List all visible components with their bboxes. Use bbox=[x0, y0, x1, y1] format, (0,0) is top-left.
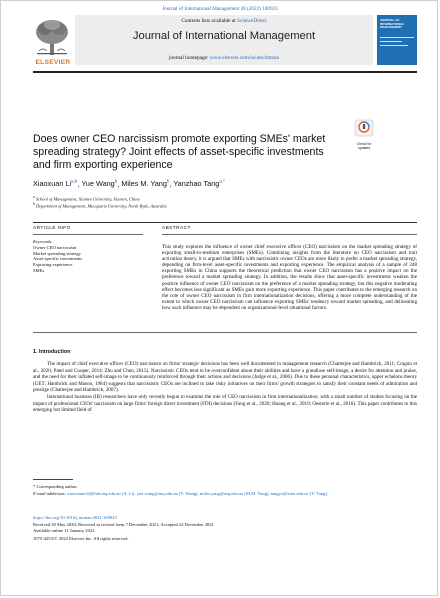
email-list[interactable]: xiaoxuan.li2@hdr.mq.edu.au (X. Li), yue.wang@mq.edu.au (Y. Wang), miles.yang@mq.edu.au (M.M. Yang), tangyz@xmu.edu.cn (Y. Tang). bbox=[67, 491, 329, 496]
keyword: Exporting experience bbox=[33, 262, 73, 268]
author-affiliation-mark[interactable]: a,* bbox=[219, 179, 225, 184]
sciencedirect-link[interactable]: ScienceDirect bbox=[236, 18, 267, 24]
journal-name: Journal of International Management bbox=[132, 30, 316, 42]
author-affiliation-mark[interactable]: b bbox=[166, 179, 170, 184]
author-name: Xiaoxuan Li bbox=[33, 179, 72, 189]
available-online-date: Available online 11 January 2022 bbox=[33, 528, 95, 533]
author-name: Yanzhao Tang bbox=[173, 179, 220, 189]
body-paragraph: International business (IB) researchers have only recently begun to examine the role of CEO narcissism in firm internationalization, with a small number of studies focusing on the impact of professional CEOs' narcissism on large firms' foreign direct investment (FDI) decisions (Fang et al., 2020; Huang et al., 2019; Oesterle et al., 2016). This paper contributes to this emerging but limited field of bbox=[33, 393, 417, 414]
elsevier-tree-logo bbox=[33, 17, 71, 57]
author[interactable] bbox=[81, 179, 117, 188]
keyword: Market spreading strategy bbox=[33, 250, 81, 256]
affiliation-mark: a bbox=[33, 195, 35, 199]
check-for-updates-badge[interactable] bbox=[353, 119, 375, 150]
journal-banner bbox=[75, 15, 373, 65]
abstract-heading: ABSTRACT bbox=[162, 226, 191, 231]
author-affiliation-mark[interactable]: b bbox=[114, 179, 118, 184]
received-dates: Received 30 May 2020; Received in revised form 7 December 2021; Accepted 22 December 2021 bbox=[33, 522, 214, 527]
header-rule bbox=[33, 71, 417, 73]
keyword: Asset-specific investments bbox=[33, 256, 83, 262]
abstract-text: This study explores the influence of owner chief executive officer (CEO) narcissism on the market spreading strategy of exporting small-to-medium enterprises (SMEs). Combining insights from the literature on CEO narcissism and trait activation theory, it is argued that SMEs with narcissistic owner CEOs are more likely to prefer a market spreading strategy, depending on firm-level asset-specific investments and exporting experience. The empirical analysis of a sample of 248 exporting SMEs in China supports the theoretical prediction that owner CEO narcissism has a positive impact on the preference toward a market spreading strategy. In addition, the results show that asset-specific investments weaken the positive influence of owner CEO narcissism on the preference of a market spreading strategy, but this negative moderating effect becomes less significant as SMEs gain more exporting experience. This paper contributes to the emerging research on the role of owner CEO narcissism in firm internationalization decisions, offering a more complete understanding of the extent to which owner CEO narcissism can influence exporting SMEs' tendency toward market spreading, and delineating how such influence may be dependent on organizational-level situational factors. bbox=[162, 244, 417, 311]
article-title: Does owner CEO narcissism promote exporting SMEs' market spreading strategy? Joint effects of asset-specific investments and firm exporting experience bbox=[33, 133, 326, 171]
article-info-rule bbox=[33, 234, 143, 235]
affiliation bbox=[33, 202, 413, 208]
keywords-block bbox=[33, 239, 143, 274]
keyword: SMEs bbox=[33, 267, 45, 273]
publisher-wordmark: ELSEVIER bbox=[35, 59, 71, 66]
author-affiliation-mark[interactable]: a,b bbox=[71, 179, 78, 184]
homepage-link[interactable]: www.elsevier.com/locate/intman bbox=[209, 55, 280, 61]
author-name: Yue Wang bbox=[81, 179, 115, 189]
author-name: Miles M. Yang bbox=[121, 179, 167, 189]
copyright-notice: 1075-4253/© 2022 Elsevier Inc. All rights reserved. bbox=[33, 536, 129, 541]
abstract-end-rule bbox=[33, 332, 417, 333]
corresponding-author-note: * Corresponding author. bbox=[33, 484, 78, 489]
check-for-updates-icon bbox=[353, 119, 375, 137]
keywords-label: Keywords: bbox=[33, 239, 53, 244]
badge-label: Check for updates bbox=[356, 142, 372, 150]
journal-citation-header[interactable]: Journal of International Management 28 (2022) 100923 bbox=[162, 6, 278, 12]
introduction-heading: 1. Introduction bbox=[33, 349, 71, 355]
introduction-body bbox=[33, 361, 417, 414]
affiliation bbox=[33, 195, 413, 201]
contents-prefix: Contents lists available at bbox=[181, 18, 237, 24]
body-paragraph: The impact of chief executive officer (CEO) narcissism on firms' strategic decisions has been well documented in management research (Chatterjee and Hambrick, 2011; Cragun et al., 2020; Patel and Cooper, 2014; Zhu and Chen, 2015). Narcissistic CEOs tend to be overconfident about their abilities and have a grandiose self-image, a desire for attention and praise, and the need for their inflated self-image to be continuously reinforced through their actions and decisions (Judge et al., 2006). Due to these personal characteristics, upper echelons theory (UET; Hambrick and Mason, 1984) suggests that narcissistic CEOs are inclined to take risky initiatives on their firms' growth strategies to satisfy their constant needs of admiration and prestige (Chatterjee and Hambrick, 2007). bbox=[33, 361, 417, 394]
authors-rule bbox=[33, 222, 417, 223]
email-addresses bbox=[33, 491, 417, 497]
affiliation-text: School of Management, Xiamen University, Xiamen, China bbox=[35, 196, 140, 202]
email-label: E-mail addresses: bbox=[33, 491, 67, 496]
affiliation-text: Department of Management, Macquarie University, North Ryde, Australia bbox=[35, 203, 167, 209]
author-list: Xiaoxuan Li$^{a,b}$, Yue Wang$^b$, Miles M. Yang$^b$, Yanzhao Tang$^{a,*}$ bbox=[33, 179, 225, 189]
affiliation-mark: b bbox=[33, 202, 35, 206]
author[interactable] bbox=[33, 179, 77, 188]
doi-link[interactable]: https://doi.org/10.1016/j.intman.2021.100923 bbox=[33, 515, 117, 520]
journal-cover-thumbnail bbox=[377, 15, 417, 65]
journal-homepage-line bbox=[75, 55, 373, 61]
contents-available-line bbox=[75, 18, 373, 24]
keyword: Owner CEO narcissism bbox=[33, 244, 77, 250]
homepage-prefix: journal homepage: bbox=[168, 55, 210, 61]
abstract-rule bbox=[162, 234, 417, 235]
author[interactable] bbox=[121, 179, 169, 188]
article-info-heading: ARTICLE INFO bbox=[33, 226, 71, 231]
cover-title: JOURNAL OF INTERNATIONAL MANAGEMENT bbox=[380, 18, 405, 29]
footnote-rule bbox=[33, 479, 73, 480]
author[interactable] bbox=[173, 179, 225, 188]
